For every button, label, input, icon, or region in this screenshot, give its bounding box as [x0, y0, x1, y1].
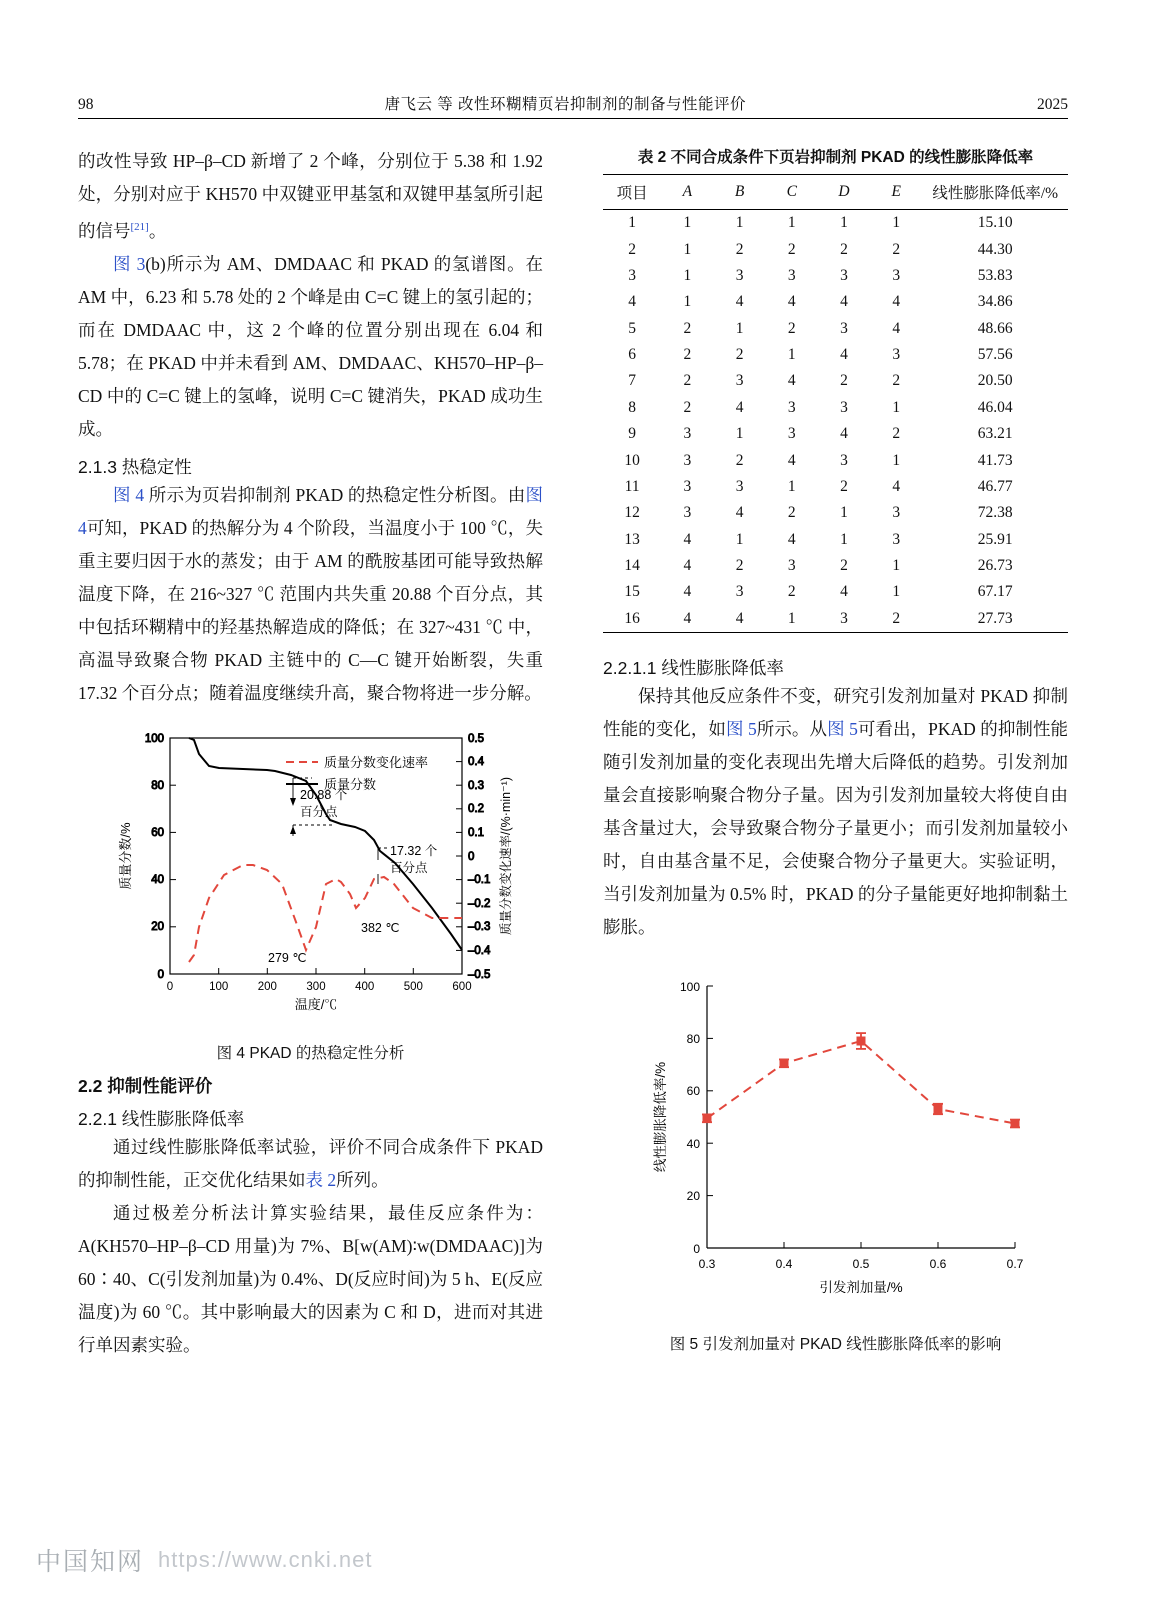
- svg-text:279 ℃: 279 ℃: [268, 950, 307, 965]
- cell: 2: [870, 606, 922, 633]
- cell: 1: [787, 346, 796, 364]
- cell: 2: [840, 477, 848, 495]
- cell: 12: [624, 504, 640, 522]
- citation-21[interactable]: [21]: [130, 221, 149, 233]
- svg-text:200: 200: [257, 980, 277, 993]
- svg-text:80: 80: [686, 1032, 700, 1046]
- cell: 2: [787, 319, 796, 337]
- cell: 3: [787, 398, 796, 416]
- cell: 4: [787, 530, 796, 548]
- svg-text:20: 20: [151, 920, 164, 933]
- cell: 2: [892, 372, 901, 390]
- cell: 1: [683, 240, 692, 258]
- svg-text:0.5: 0.5: [468, 732, 484, 745]
- cell: 2: [735, 451, 744, 469]
- cell: 3: [683, 504, 692, 522]
- cell: 4: [840, 425, 848, 443]
- svg-text:0.6: 0.6: [929, 1257, 947, 1271]
- cell: 4: [661, 606, 713, 633]
- svg-text:60: 60: [151, 826, 164, 839]
- right-paragraph-1: [603, 680, 1068, 944]
- svg-text:0.5: 0.5: [852, 1257, 870, 1271]
- svg-text:17.32 个: 17.32 个: [390, 843, 438, 858]
- cell: 1: [892, 398, 901, 416]
- figure-4-caption: 图 4 PKAD 的热稳定性分析: [216, 1044, 405, 1062]
- svg-text:20: 20: [686, 1189, 700, 1203]
- figure-5-x-axis-label: 引发剂加量/%: [819, 1280, 903, 1295]
- paragraph-3-text-b: 可知，PKAD 的热解分为 4 个阶段，当温度小于 100 ℃，失重主要归因于水的蒸发；由于 AM 的酰胺基团可能导致热解温度下降，在 216~327 ℃ 范围内共失重 20.88 个百分点，其中包括环糊精中的羟基热解造成的降低；在 327~431 ℃ 中，高温导致聚合物 PKAD 主链中的 C—C 键开始断裂，失重 17.32 个百分点；随着温度继续升高，聚合物将进一步分解。: [78, 517, 543, 703]
- cell: 2: [735, 240, 744, 258]
- cell: 6: [628, 346, 636, 364]
- figure-5: [603, 970, 1068, 1354]
- cell: 2: [683, 319, 692, 337]
- svg-text:60: 60: [686, 1084, 700, 1098]
- table-row: [603, 527, 1068, 553]
- page-number: 98: [78, 96, 94, 113]
- svg-text:300: 300: [306, 980, 326, 993]
- figure-4-x-axis-label: 温度/℃: [294, 996, 338, 1012]
- cell: 1: [787, 477, 796, 495]
- paragraph-3-text-a: 所示为页岩抑制剂 PKAD 的热稳定性分析图。由: [144, 484, 526, 505]
- cell: 1: [840, 530, 848, 548]
- svg-text:0: 0: [157, 968, 164, 981]
- cell: 2: [787, 504, 796, 522]
- svg-text:40: 40: [151, 873, 164, 886]
- cell: 4: [713, 606, 765, 633]
- cell: 4: [683, 583, 692, 601]
- cell: 2: [683, 346, 692, 364]
- header-rule: [78, 118, 1068, 119]
- figure-5-link-1[interactable]: 图 5: [725, 719, 757, 739]
- figure-4-y2-axis-label: 质量分数变化速率/(%·min⁻¹): [499, 776, 513, 935]
- cell: 1: [683, 293, 692, 311]
- cell: 1: [735, 530, 744, 548]
- paragraph-1: [78, 145, 543, 248]
- svg-text:质量分数: 质量分数: [324, 776, 377, 792]
- cell: 4: [735, 398, 744, 416]
- cell: 3: [735, 477, 744, 495]
- cell: 11: [624, 477, 640, 495]
- cell: 3: [840, 319, 848, 337]
- table-2: [603, 174, 1068, 633]
- svg-text:500: 500: [403, 980, 423, 993]
- cell: 46.04: [977, 398, 1013, 416]
- cell: 3: [683, 451, 692, 469]
- table-row: [603, 236, 1068, 262]
- cell: 4: [787, 451, 796, 469]
- table-col-header-3: C: [766, 175, 818, 210]
- cell: 3: [735, 372, 744, 390]
- cell: 7: [628, 372, 636, 390]
- table-row: [603, 500, 1068, 526]
- cell: 53.83: [977, 266, 1013, 284]
- cell: 1: [683, 266, 692, 284]
- cell: 2: [892, 240, 901, 258]
- table-row: [603, 289, 1068, 315]
- cell: 3: [683, 477, 692, 495]
- right-paragraph-1-b: 所示。从: [756, 719, 828, 739]
- cell: 1: [840, 214, 848, 232]
- cell: 1: [892, 557, 901, 575]
- table-row: [603, 395, 1068, 421]
- cell: 3: [628, 266, 636, 284]
- table-row: [603, 342, 1068, 368]
- figure-5-caption: 图 5 引发剂加量对 PKAD 线性膨胀降低率的影响: [669, 1336, 1002, 1353]
- cell: 2: [683, 398, 692, 416]
- cell: 3: [787, 557, 796, 575]
- cell: 63.21: [977, 425, 1013, 443]
- svg-text:0: 0: [693, 1242, 700, 1256]
- cell: 2: [683, 372, 692, 390]
- cell: 9: [628, 425, 636, 443]
- paragraph-4-text-b: 所列。: [336, 1169, 389, 1190]
- section-heading-213: 2.1.3 热稳定性: [78, 456, 192, 477]
- watermark-publisher: 中国知网: [36, 1548, 145, 1576]
- svg-text:20.88 个: 20.88 个: [300, 787, 348, 802]
- svg-text:百分点: 百分点: [300, 804, 338, 819]
- cell: 20.50: [977, 372, 1013, 390]
- svg-text:0.3: 0.3: [468, 779, 484, 792]
- table-row: [603, 474, 1068, 500]
- cell: 1: [892, 583, 901, 601]
- cell: 2: [840, 557, 848, 575]
- svg-text:0.4: 0.4: [775, 1257, 793, 1271]
- cell: 57.56: [977, 346, 1013, 364]
- cell: 25.91: [977, 530, 1013, 548]
- left-column: [78, 145, 543, 1362]
- cell: 15.10: [977, 214, 1013, 232]
- cell: 1: [840, 504, 848, 522]
- table-row: [603, 421, 1068, 447]
- svg-text:–0.4: –0.4: [468, 944, 491, 957]
- cell: 1: [735, 425, 744, 443]
- cell: 48.66: [977, 319, 1013, 337]
- cell: 72.38: [977, 504, 1013, 522]
- cell: 2: [840, 240, 848, 258]
- svg-text:–0.2: –0.2: [468, 897, 491, 910]
- svg-text:–0.3: –0.3: [468, 920, 491, 933]
- cell: 2: [840, 372, 848, 390]
- table-row: [603, 368, 1068, 394]
- cell: 13: [624, 530, 640, 548]
- table-col-header-1: A: [661, 175, 713, 210]
- svg-text:80: 80: [151, 779, 164, 792]
- section-heading-221: 2.2.1 线性膨胀降低率: [78, 1108, 245, 1129]
- svg-text:100: 100: [144, 732, 164, 745]
- svg-text:600: 600: [452, 980, 472, 993]
- section-heading-22: 2.2 抑制性能评价: [78, 1075, 213, 1096]
- table-col-header-4: D: [818, 175, 870, 210]
- svg-text:100: 100: [209, 980, 229, 993]
- cell: 1: [628, 214, 636, 232]
- table-row: [603, 447, 1068, 473]
- table-col-header-2: B: [713, 175, 765, 210]
- svg-text:0.4: 0.4: [468, 755, 484, 768]
- cell: 1: [683, 214, 692, 232]
- table-col-header-6: 线性膨胀降低率/%: [922, 175, 1068, 210]
- figure-5-y-axis-label: 线性膨胀降低率/%: [653, 1061, 668, 1173]
- cell: 3: [840, 451, 848, 469]
- figure-4-y-axis-label: 质量分数/%: [118, 822, 133, 890]
- cell: 2: [735, 346, 744, 364]
- cell: 3: [683, 425, 692, 443]
- svg-text:382 ℃: 382 ℃: [361, 920, 400, 935]
- cell: 3: [892, 266, 901, 284]
- right-column: [603, 145, 1068, 1354]
- cell: 1: [735, 319, 744, 337]
- svg-text:100: 100: [679, 980, 700, 994]
- paragraph-3: [78, 479, 543, 710]
- section-heading-2211: 2.2.1.1 线性膨胀降低率: [603, 658, 784, 678]
- table-col-header-5: E: [870, 175, 922, 210]
- right-paragraph-1-a: 保持其他反应条件不变，研究引发剂加量对 PKAD 抑制性能的变化，如: [603, 686, 1068, 739]
- table-2-link[interactable]: 表 2: [305, 1169, 337, 1190]
- paragraph-4-text-a: 通过线性膨胀降低率试验，评价不同合成条件下 PKAD 的抑制性能，正交优化结果如: [78, 1136, 543, 1190]
- figure-4-link-2[interactable]: 图 4: [78, 484, 543, 538]
- svg-text:质量分数变化速率: 质量分数变化速率: [324, 754, 429, 770]
- table-body: [603, 210, 1068, 633]
- cell: 15: [624, 583, 640, 601]
- cell: 4: [683, 530, 692, 548]
- table-col-header-0: 项目: [603, 175, 661, 210]
- paragraph-4: [78, 1131, 543, 1197]
- cell: 3: [892, 346, 901, 364]
- cell: 3: [892, 530, 901, 548]
- cell: 3: [787, 425, 796, 443]
- cell: 1: [892, 451, 901, 469]
- paragraph-2-text: (b)所示为 AM、DMDAAC 和 PKAD 的氢谱图。在 AM 中，6.23 和 5.78 处的 2 个峰是由 C=C 键上的氢引起的；而在 DMDAAC 中，这 2 个峰的位置分别出现在 6.04 和 5.78；在 PKAD 中并未看到 AM、DMDAAC、KH570–HP–β–CD 中的 C=C 键上的氢峰，说明 C=C 键消失，PKAD 成功生成。: [78, 253, 543, 439]
- svg-text:百分点: 百分点: [390, 860, 428, 875]
- paragraph-5: 通过极差分析法计算实验结果，最佳反应条件为：A(KH570–HP–β–CD 用量)为 7%、B[w(AM)∶w(DMDAAC)]为 60∶40、C(引发剂加量)为 0.4%、D(反应时间)为 5 h、E(反应温度)为 60 ℃。其中影响最大的因素为 C 和 D，进而对其进行单因素实验。: [78, 1202, 543, 1355]
- svg-text:0.3: 0.3: [698, 1257, 716, 1271]
- cell: 4: [628, 293, 636, 311]
- paragraph-1-text: 的改性导致 HP–β–CD 新增了 2 个峰，分别位于 5.38 和 1.92 处，分别对应于 KH570 中双键亚甲基氢和双键甲基氢所引起的信号: [78, 151, 543, 241]
- table-row: [603, 553, 1068, 579]
- cell: 16: [603, 606, 661, 633]
- cell: 3: [818, 606, 870, 633]
- cell: 4: [683, 557, 692, 575]
- svg-text:0.7: 0.7: [1006, 1257, 1024, 1271]
- cell: 5: [628, 319, 636, 337]
- cell: 26.73: [977, 557, 1013, 575]
- svg-text:–0.1: –0.1: [468, 873, 491, 886]
- cell: 3: [892, 504, 901, 522]
- cell: 1: [787, 214, 796, 232]
- page-header: [78, 92, 1068, 114]
- cell: 3: [840, 398, 848, 416]
- cell: 41.73: [977, 451, 1013, 469]
- cell: 2: [628, 240, 636, 258]
- cell: 4: [892, 319, 901, 337]
- figure-4-legend: [286, 755, 428, 792]
- cell: 3: [787, 266, 796, 284]
- figure-4-chart: [78, 724, 543, 1024]
- table-row: [603, 263, 1068, 289]
- paragraph-2: [78, 248, 543, 446]
- cell: 4: [787, 372, 796, 390]
- figure-5-chart: [603, 970, 1068, 1315]
- table-2-caption: 表 2 不同合成条件下页岩抑制剂 PKAD 的线性膨胀降低率: [637, 149, 1034, 166]
- svg-text:400: 400: [355, 980, 375, 993]
- svg-text:–0.5: –0.5: [468, 968, 491, 981]
- cell: 8: [628, 398, 636, 416]
- cell: 44.30: [977, 240, 1013, 258]
- cell: 46.77: [977, 477, 1013, 495]
- figure-4: [78, 724, 543, 1063]
- cell: 27.73: [922, 606, 1068, 633]
- svg-text:0: 0: [166, 980, 174, 993]
- paragraph-1-end: 。: [148, 220, 167, 241]
- cell: 3: [735, 583, 744, 601]
- cell: 10: [624, 451, 640, 469]
- cell: 1: [766, 606, 818, 633]
- watermark: [36, 1542, 372, 1578]
- svg-text:0: 0: [468, 850, 475, 863]
- cell: 4: [892, 477, 901, 495]
- right-paragraph-1-c: 可看出，PKAD 的抑制性能随引发剂加量的变化表现出先增大后降低的趋势。引发剂加量会直接影响聚合物分子量。因为引发剂加量较大将使自由基含量过大，会导致聚合物分子量更小；而引发剂加量较小时，自由基含量不足，会使聚合物分子量更大。实验证明，当引发剂加量为 0.5% 时，PKAD 的分子量能更好地抑制黏土膨胀。: [603, 719, 1069, 937]
- cell: 4: [840, 293, 848, 311]
- cell: 2: [892, 425, 901, 443]
- cell: 67.17: [977, 583, 1013, 601]
- figure-5-link-2[interactable]: 图 5: [827, 719, 858, 739]
- figure-3-link[interactable]: 图 3: [113, 253, 146, 274]
- cell: 1: [892, 214, 901, 232]
- cell: 3: [735, 266, 744, 284]
- table-row: [603, 579, 1068, 605]
- cell: 2: [735, 557, 744, 575]
- cell: 1: [735, 214, 744, 232]
- cell: 4: [840, 583, 848, 601]
- cell: 34.86: [977, 293, 1013, 311]
- table-row: [603, 606, 1068, 633]
- svg-text:40: 40: [686, 1137, 700, 1151]
- cell: 4: [840, 346, 848, 364]
- cell: 4: [735, 504, 744, 522]
- cell: 3: [840, 266, 848, 284]
- cell: 2: [787, 240, 796, 258]
- svg-text:0.2: 0.2: [468, 802, 484, 815]
- svg-text:0.1: 0.1: [468, 826, 484, 839]
- figure-4-link-1[interactable]: 图 4: [113, 484, 145, 505]
- watermark-url: https://www.cnki.net: [158, 1547, 373, 1572]
- cell: 4: [735, 293, 744, 311]
- table-header-row: [603, 175, 1068, 210]
- running-title: 唐飞云 等 改性环糊精页岩抑制剂的制备与性能评价: [384, 96, 747, 113]
- cell: 2: [787, 583, 796, 601]
- table-row: [603, 316, 1068, 342]
- cell: 14: [624, 557, 640, 575]
- table-row: [603, 210, 1068, 237]
- cell: 4: [787, 293, 796, 311]
- cell: 4: [892, 293, 901, 311]
- publication-year: 2025: [1037, 96, 1068, 113]
